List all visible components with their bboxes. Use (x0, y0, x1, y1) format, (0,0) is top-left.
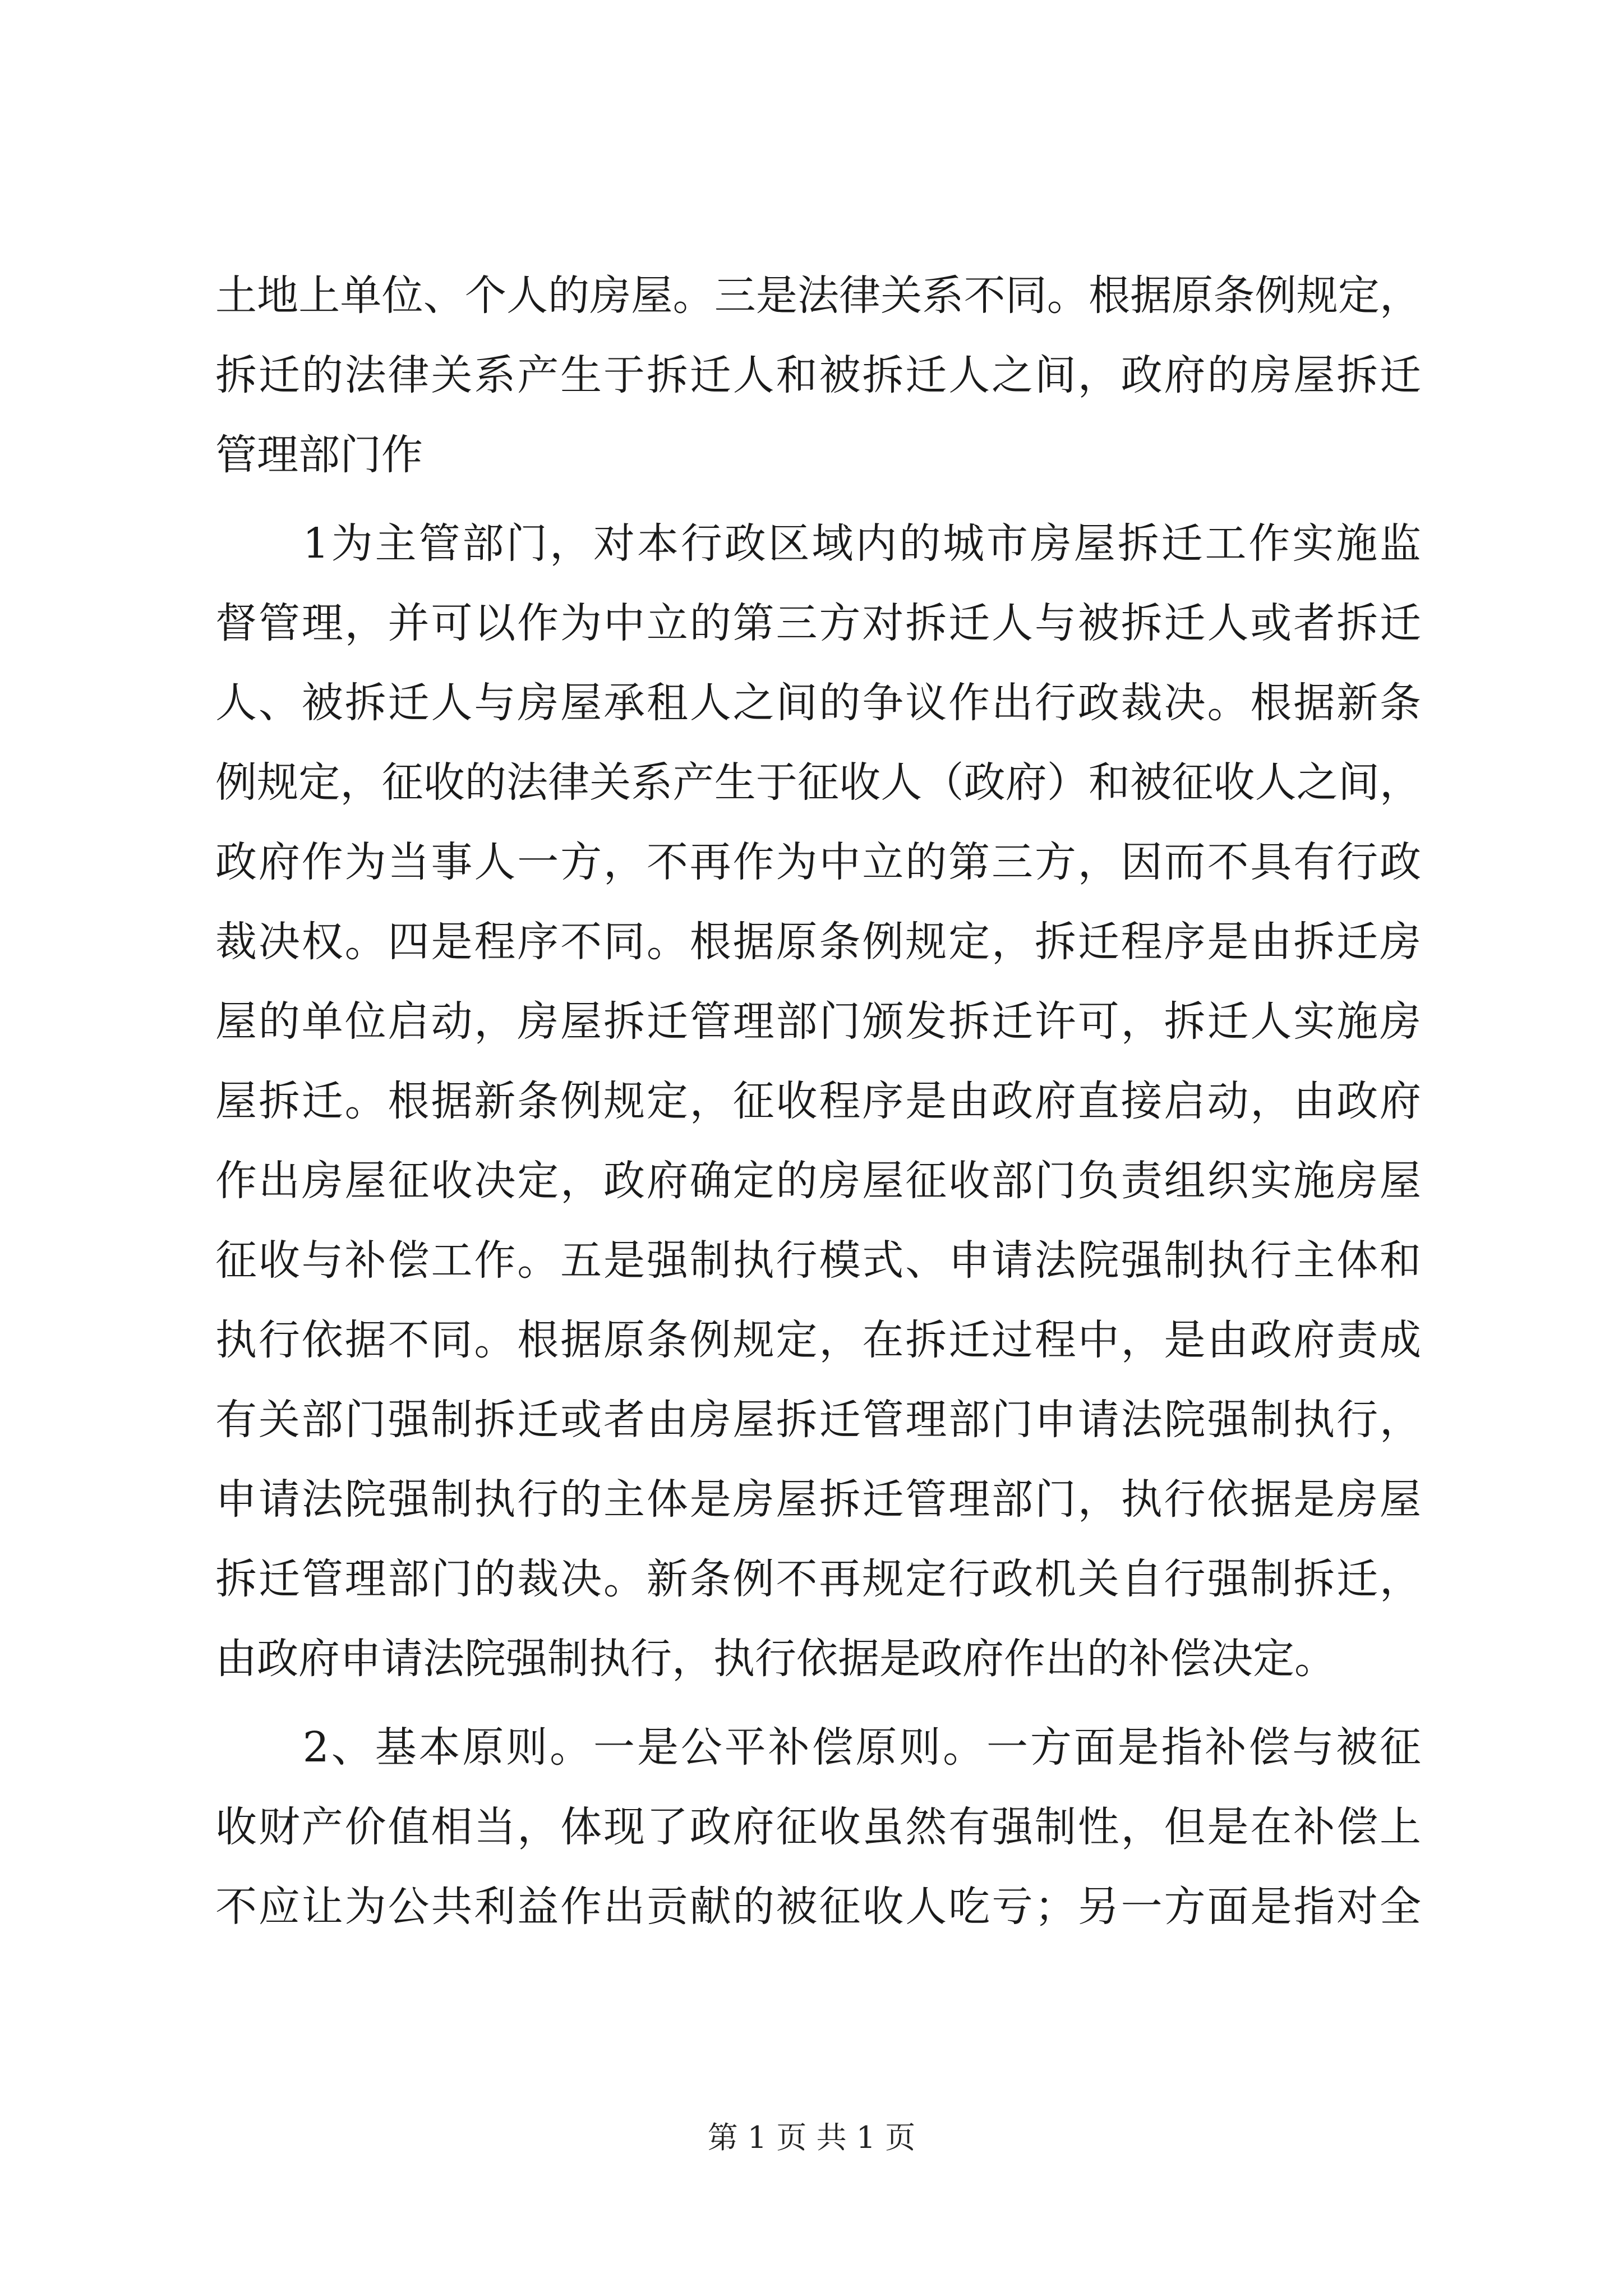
text-line-7: 例规定，征收的法律关系产生于征收人（政府）和被征收人之间， (215, 758, 1421, 807)
text-line-8: 政府作为当事人一方，不再作为中立的第三方，因而不具有行政 (215, 838, 1421, 886)
text-line-17: 拆迁管理部门的裁决。新条例不再规定行政机关自行强制拆迁， (215, 1555, 1421, 1603)
page-number-label: 第 1 页 共 1 页 (707, 2120, 916, 2155)
text-line-12: 作出房屋征收决定，政府确定的房屋征收部门负责组织实施房屋 (215, 1157, 1421, 1205)
text-line-13: 征收与补偿工作。五是强制执行模式、申请法院强制执行主体和 (215, 1236, 1421, 1285)
text-line-1: 土地上单位、个人的房屋。三是法律关系不同。根据原条例规定， (215, 272, 1421, 320)
text-line-3: 管理部门作 (215, 431, 423, 479)
body-text (215, 256, 1421, 1947)
text-line-4: 1为主管部门，对本行政区域内的城市房屋拆迁工作实施监 (215, 519, 1421, 568)
text-line-11: 屋拆迁。根据新条例规定，征收程序是由政府直接启动，由政府 (215, 1077, 1421, 1125)
text-line-6: 人、被拆迁人与房屋承租人之间的争议作出行政裁决。根据新条 (215, 679, 1421, 727)
text-line-18: 由政府申请法院强制执行，执行依据是政府作出的补偿决定。 (215, 1635, 1336, 1683)
text-line-16: 申请法院强制执行的主体是房屋拆迁管理部门，执行依据是房屋 (215, 1475, 1421, 1524)
text-line-5: 督管理，并可以作为中立的第三方对拆迁人与被拆迁人或者拆迁 (215, 599, 1421, 647)
text-line-10: 屋的单位启动，房屋拆迁管理部门颁发拆迁许可，拆迁人实施房 (215, 997, 1421, 1046)
text-line-19: 2、基本原则。一是公平补偿原则。一方面是指补偿与被征 (215, 1723, 1421, 1772)
text-line-15: 有关部门强制拆迁或者由房屋拆迁管理部门申请法院强制执行， (215, 1396, 1421, 1444)
page-footer (0, 2118, 1623, 2157)
text-line-14: 执行依据不同。根据原条例规定，在拆迁过程中，是由政府责成 (215, 1316, 1421, 1364)
text-line-21: 不应让为公共利益作出贡献的被征收人吃亏；另一方面是指对全 (215, 1883, 1421, 1931)
text-line-9: 裁决权。四是程序不同。根据原条例规定，拆迁程序是由拆迁房 (215, 918, 1421, 966)
text-line-2: 拆迁的法律关系产生于拆迁人和被拆迁人之间，政府的房屋拆迁 (215, 351, 1421, 399)
text-line-20: 收财产价值相当，体现了政府征收虽然有强制性，但是在补偿上 (215, 1803, 1421, 1851)
